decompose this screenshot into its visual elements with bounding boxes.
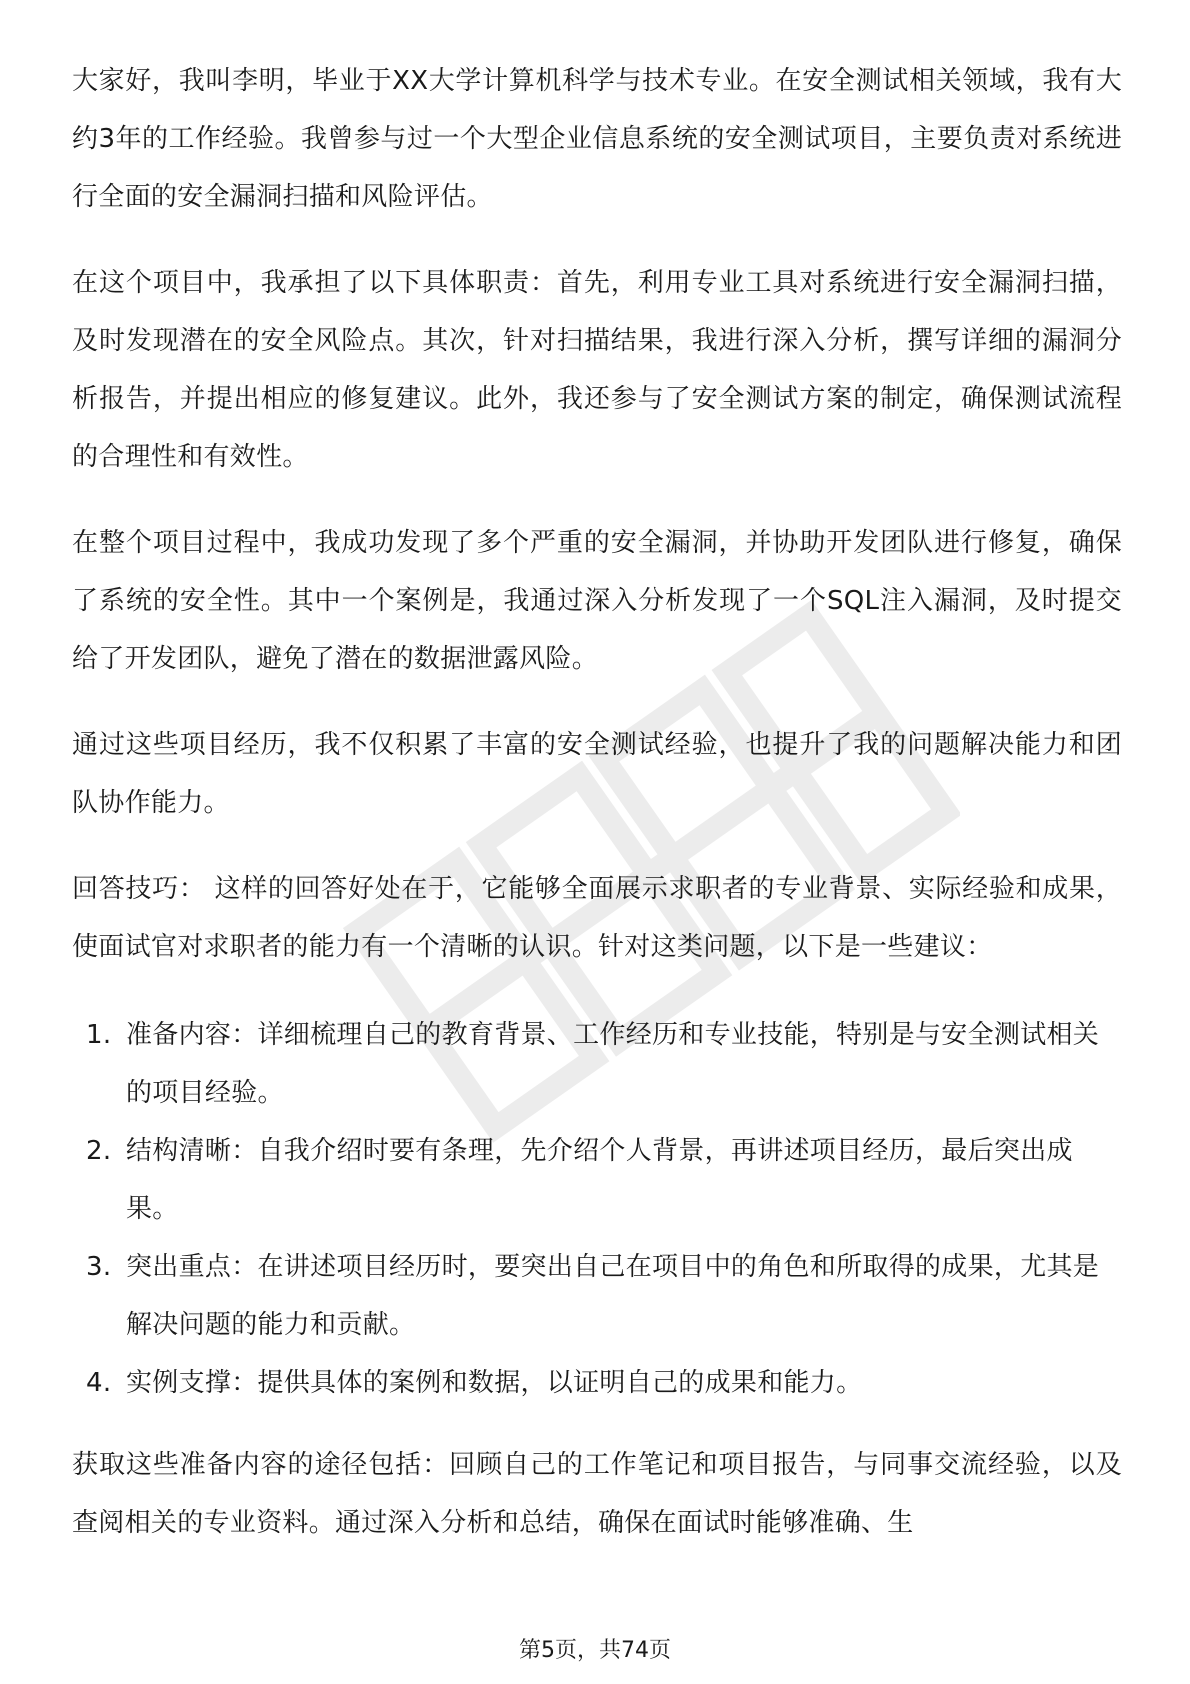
list-item-text: 结构清晰：自我介绍时要有条理，先介绍个人背景，再讲述项目经历，最后突出成果。	[126, 1136, 1073, 1224]
list-item-number: 3.	[86, 1252, 112, 1282]
list-item	[72, 1006, 1122, 1122]
paragraph-responsibilities: 在这个项目中，我承担了以下具体职责：首先，利用专业工具对系统进行安全漏洞扫描，及时发现潜在的安全风险点。其次，针对扫描结果，我进行深入分析，撰写详细的漏洞分析报告，并提出相应的修复建议。此外，我还参与了安全测试方案的制定，确保测试流程的合理性和有效性。	[72, 268, 1122, 472]
paragraph-summary: 通过这些项目经历，我不仅积累了丰富的安全测试经验，也提升了我的问题解决能力和团队协作能力。	[72, 730, 1122, 818]
paragraph-closing: 获取这些准备内容的途径包括：回顾自己的工作笔记和项目报告，与同事交流经验，以及查阅相关的专业资料。通过深入分析和总结，确保在面试时能够准确、生	[72, 1450, 1122, 1538]
list-item	[72, 1354, 1122, 1412]
list-item-number: 4.	[86, 1368, 112, 1398]
paragraph-answer-tips: 回答技巧： 这样的回答好处在于，它能够全面展示求职者的专业背景、实际经验和成果，使面试官对求职者的能力有一个清晰的认识。针对这类问题，以下是一些建议：	[72, 874, 1122, 962]
paragraph-achievements: 在整个项目过程中，我成功发现了多个严重的安全漏洞，并协助开发团队进行修复，确保了系统的安全性。其中一个案例是，我通过深入分析发现了一个SQL注入漏洞，及时提交给了开发团队，避免了潜在的数据泄露风险。	[72, 528, 1122, 674]
list-item-text: 准备内容：详细梳理自己的教育背景、工作经历和专业技能，特别是与安全测试相关的项目经验。	[126, 1020, 1100, 1108]
paragraph-intro: 大家好，我叫李明，毕业于XX大学计算机科学与技术专业。在安全测试相关领域，我有大约3年的工作经验。我曾参与过一个大型企业信息系统的安全测试项目，主要负责对系统进行全面的安全漏洞扫描和风险评估。	[72, 66, 1122, 212]
page-number-footer: 第5页，共74页	[519, 1638, 671, 1663]
list-item-number: 1.	[86, 1020, 112, 1050]
list-item	[72, 1122, 1122, 1238]
document-page	[72, 52, 1122, 1580]
list-item-text: 实例支撑：提供具体的案例和数据，以证明自己的成果和能力。	[126, 1368, 863, 1398]
list-item-number: 2.	[86, 1136, 112, 1166]
tips-list	[72, 1006, 1122, 1412]
list-item-text: 突出重点：在讲述项目经历时，要突出自己在项目中的角色和所取得的成果，尤其是解决问题的能力和贡献。	[126, 1252, 1100, 1340]
list-item	[72, 1238, 1122, 1354]
